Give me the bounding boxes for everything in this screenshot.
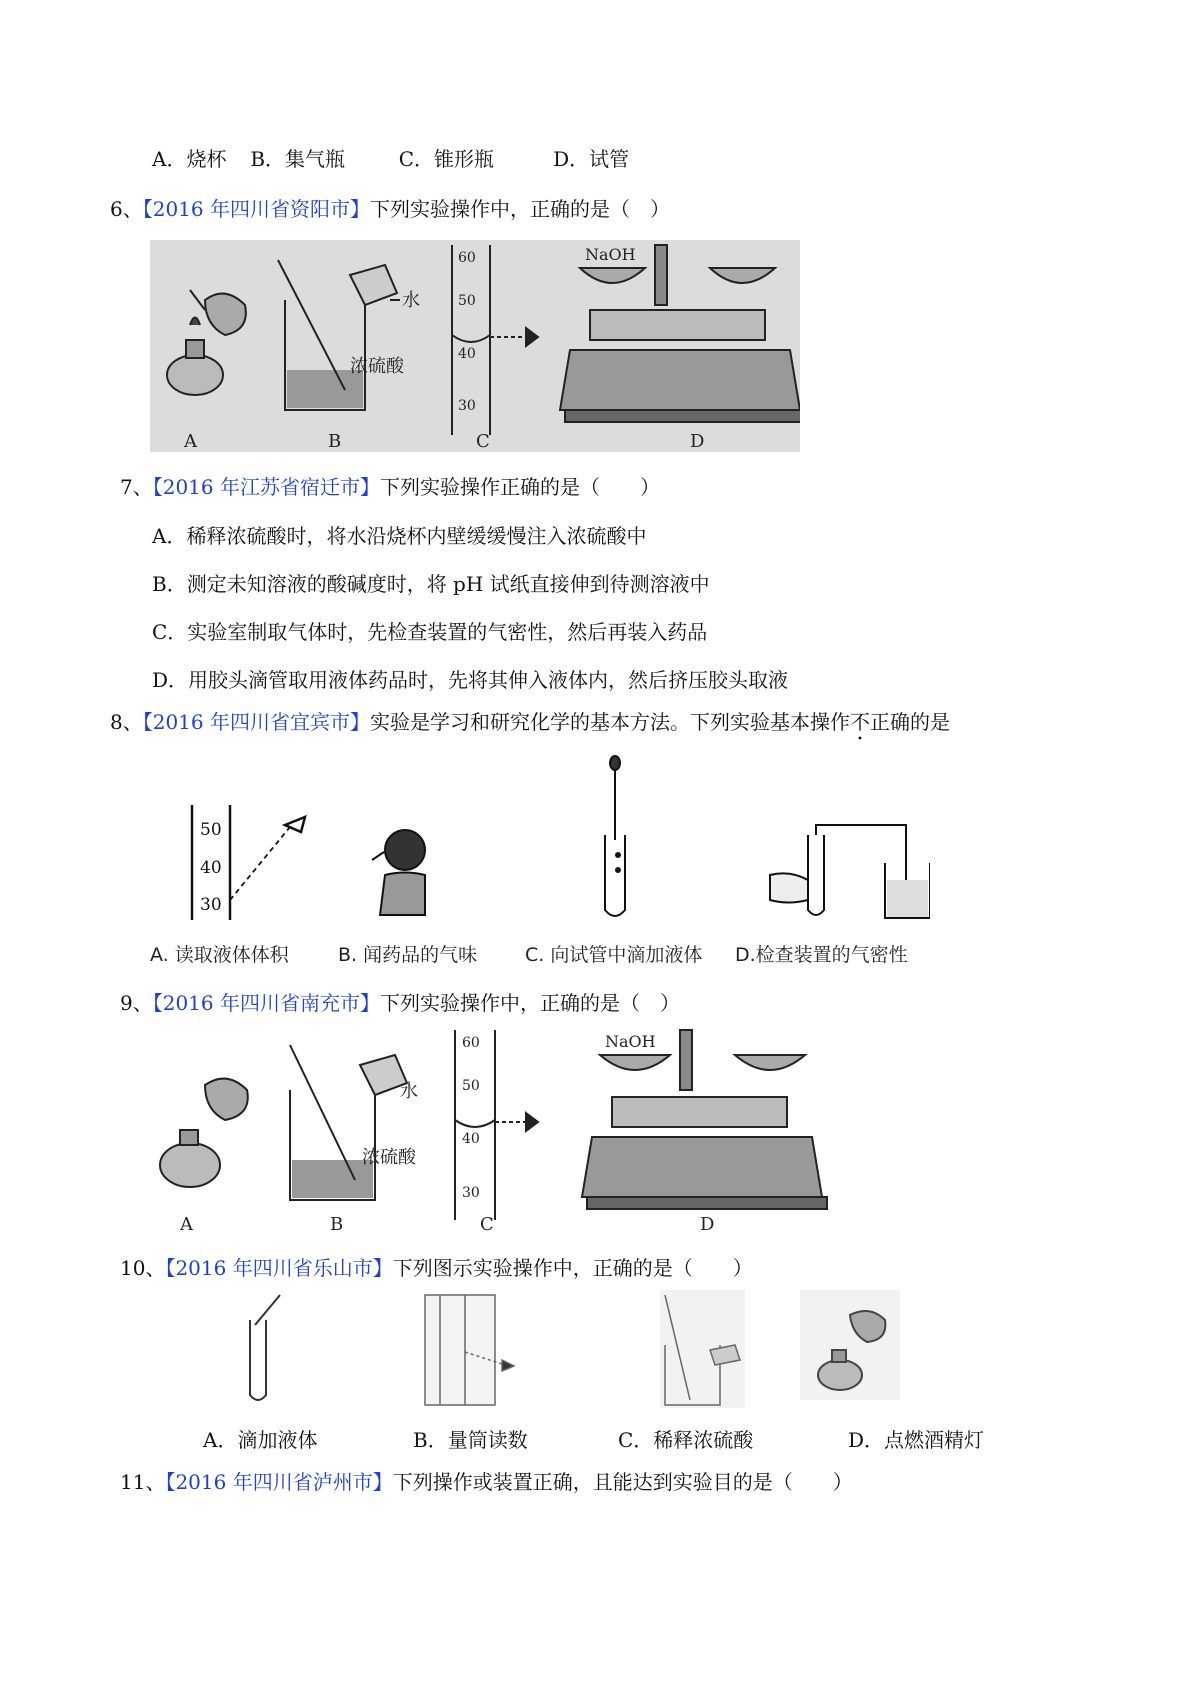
q10-dropper-figure [250, 1295, 280, 1400]
q9-number: 9、 [120, 991, 153, 1015]
q7-number: 7、 [120, 475, 153, 499]
q10-number: 10、 [120, 1256, 166, 1280]
q7-option-a: A．稀释浓硫酸时，将水沿烧杯内壁缓缓慢注入浓硫酸中 [152, 524, 647, 548]
q6-label-a: A [184, 431, 197, 452]
q6-tick-40: 40 [458, 346, 476, 362]
q7-text: 下列实验操作正确的是（ ） [380, 475, 660, 499]
q6-label-b: B [328, 431, 342, 452]
q11-source: 【2016 年四川省泸州市】 [165, 1470, 393, 1494]
q8-caption-b: B. 闻药品的气味 [338, 944, 478, 966]
q9-dilution-figure [290, 1045, 407, 1200]
q8-number: 8、 [110, 710, 143, 734]
q9-water-label: 水 [400, 1081, 418, 1102]
q9-label-a: A [180, 1214, 193, 1235]
q9-label-b: B [330, 1214, 344, 1235]
q5-option-a: A．烧杯 [152, 147, 227, 171]
q9-tick-40: 40 [462, 1131, 480, 1147]
q10-caption-a: A．滴加液体 [203, 1428, 318, 1452]
q7-source: 【2016 年江苏省宿迁市】 [152, 475, 380, 499]
q8-source: 【2016 年四川省宜宾市】 [142, 710, 370, 734]
q8-airtight-figure [770, 825, 930, 918]
q8-caption-a-text: A. 读取液体体积 [150, 944, 289, 966]
q6-figure [150, 240, 800, 452]
q9-text: 下列实验操作中，正确的是（ ） [380, 991, 680, 1015]
q6-acid-label: 浓硫酸 [350, 356, 404, 377]
q7-option-b: B．测定未知溶液的酸碱度时，将 pH 试纸直接伸到待测溶液中 [152, 572, 710, 596]
q9-balance-figure [582, 1030, 827, 1209]
q6-label-c: C [476, 431, 490, 452]
q10-caption-c: C．稀释浓硫酸 [618, 1428, 754, 1452]
q5-options [152, 143, 629, 172]
q7-option-d: D．用胶头滴管取用液体药品时，先将其伸入液体内，然后挤压胶头取液 [152, 668, 789, 692]
q10-caption-b: B．量筒读数 [413, 1428, 528, 1452]
q11-number: 11、 [120, 1470, 166, 1494]
q9-label-d: D [700, 1214, 715, 1235]
q10-text: 下列图示实验操作中，正确的是（ ） [392, 1256, 753, 1280]
q8-dropper-figure [605, 756, 625, 916]
q10-dilution-figure [660, 1290, 745, 1408]
q10-cylinder-figure [425, 1295, 514, 1405]
q8-smelling-figure [372, 830, 425, 915]
q7-option-c: C．实验室制取气体时，先检查装置的气密性，然后再装入药品 [152, 620, 708, 644]
q8-tick-50: 50 [200, 820, 222, 840]
q8-caption-c: C. 向试管中滴加液体 [525, 944, 703, 966]
q7-stem [120, 471, 660, 500]
q11-stem [120, 1466, 853, 1495]
q8-figure [150, 755, 930, 925]
q9-naoh-label: NaOH [605, 1032, 656, 1051]
q5-option-b: B．集气瓶 [250, 147, 346, 171]
q6-tick-30: 30 [458, 398, 476, 414]
q6-naoh-label: NaOH [585, 245, 636, 264]
q6-text: 下列实验操作中，正确的是（ ） [370, 197, 670, 221]
q9-tick-60: 60 [462, 1035, 480, 1051]
q5-option-d: D．试管 [553, 147, 630, 171]
q9-stem [120, 987, 680, 1016]
q5-option-c: C．锥形瓶 [398, 147, 495, 171]
q8-stem [110, 706, 950, 745]
q9-tick-50: 50 [462, 1078, 480, 1094]
q6-stem [110, 193, 670, 222]
q8-emphasis: 不 [850, 710, 870, 734]
q10-alcohol-lamp-figure [800, 1290, 900, 1400]
q8-tick-40: 40 [200, 858, 222, 878]
q6-label-d: D [690, 431, 705, 452]
q10-caption-d: D．点燃酒精灯 [848, 1428, 985, 1452]
q8-text-b: 正确的是 [870, 710, 950, 734]
q9-acid-label: 浓硫酸 [362, 1147, 416, 1168]
q10-stem [120, 1252, 753, 1281]
q8-text-a: 实验是学习和研究化学的基本方法。下列实验基本操作 [370, 710, 850, 734]
q11-text: 下列操作或装置正确，且能达到实验目的是（ ） [392, 1470, 853, 1494]
q9-label-c: C [480, 1214, 494, 1235]
q6-tick-50: 50 [458, 293, 476, 309]
q8-tick-30: 30 [200, 895, 222, 915]
q6-water-label: 水 [402, 290, 420, 311]
q9-alcohol-lamp-figure [160, 1079, 248, 1187]
q9-figure [150, 1025, 860, 1235]
q9-tick-30: 30 [462, 1185, 480, 1201]
q10-source: 【2016 年四川省乐山市】 [165, 1256, 393, 1280]
q8-caption-d: D.检查装置的气密性 [735, 944, 908, 966]
q9-source: 【2016 年四川省南充市】 [152, 991, 380, 1015]
q6-number: 6、 [110, 197, 143, 221]
q10-figure [220, 1290, 980, 1410]
q6-tick-60: 60 [458, 250, 476, 266]
q6-source: 【2016 年四川省资阳市】 [142, 197, 370, 221]
